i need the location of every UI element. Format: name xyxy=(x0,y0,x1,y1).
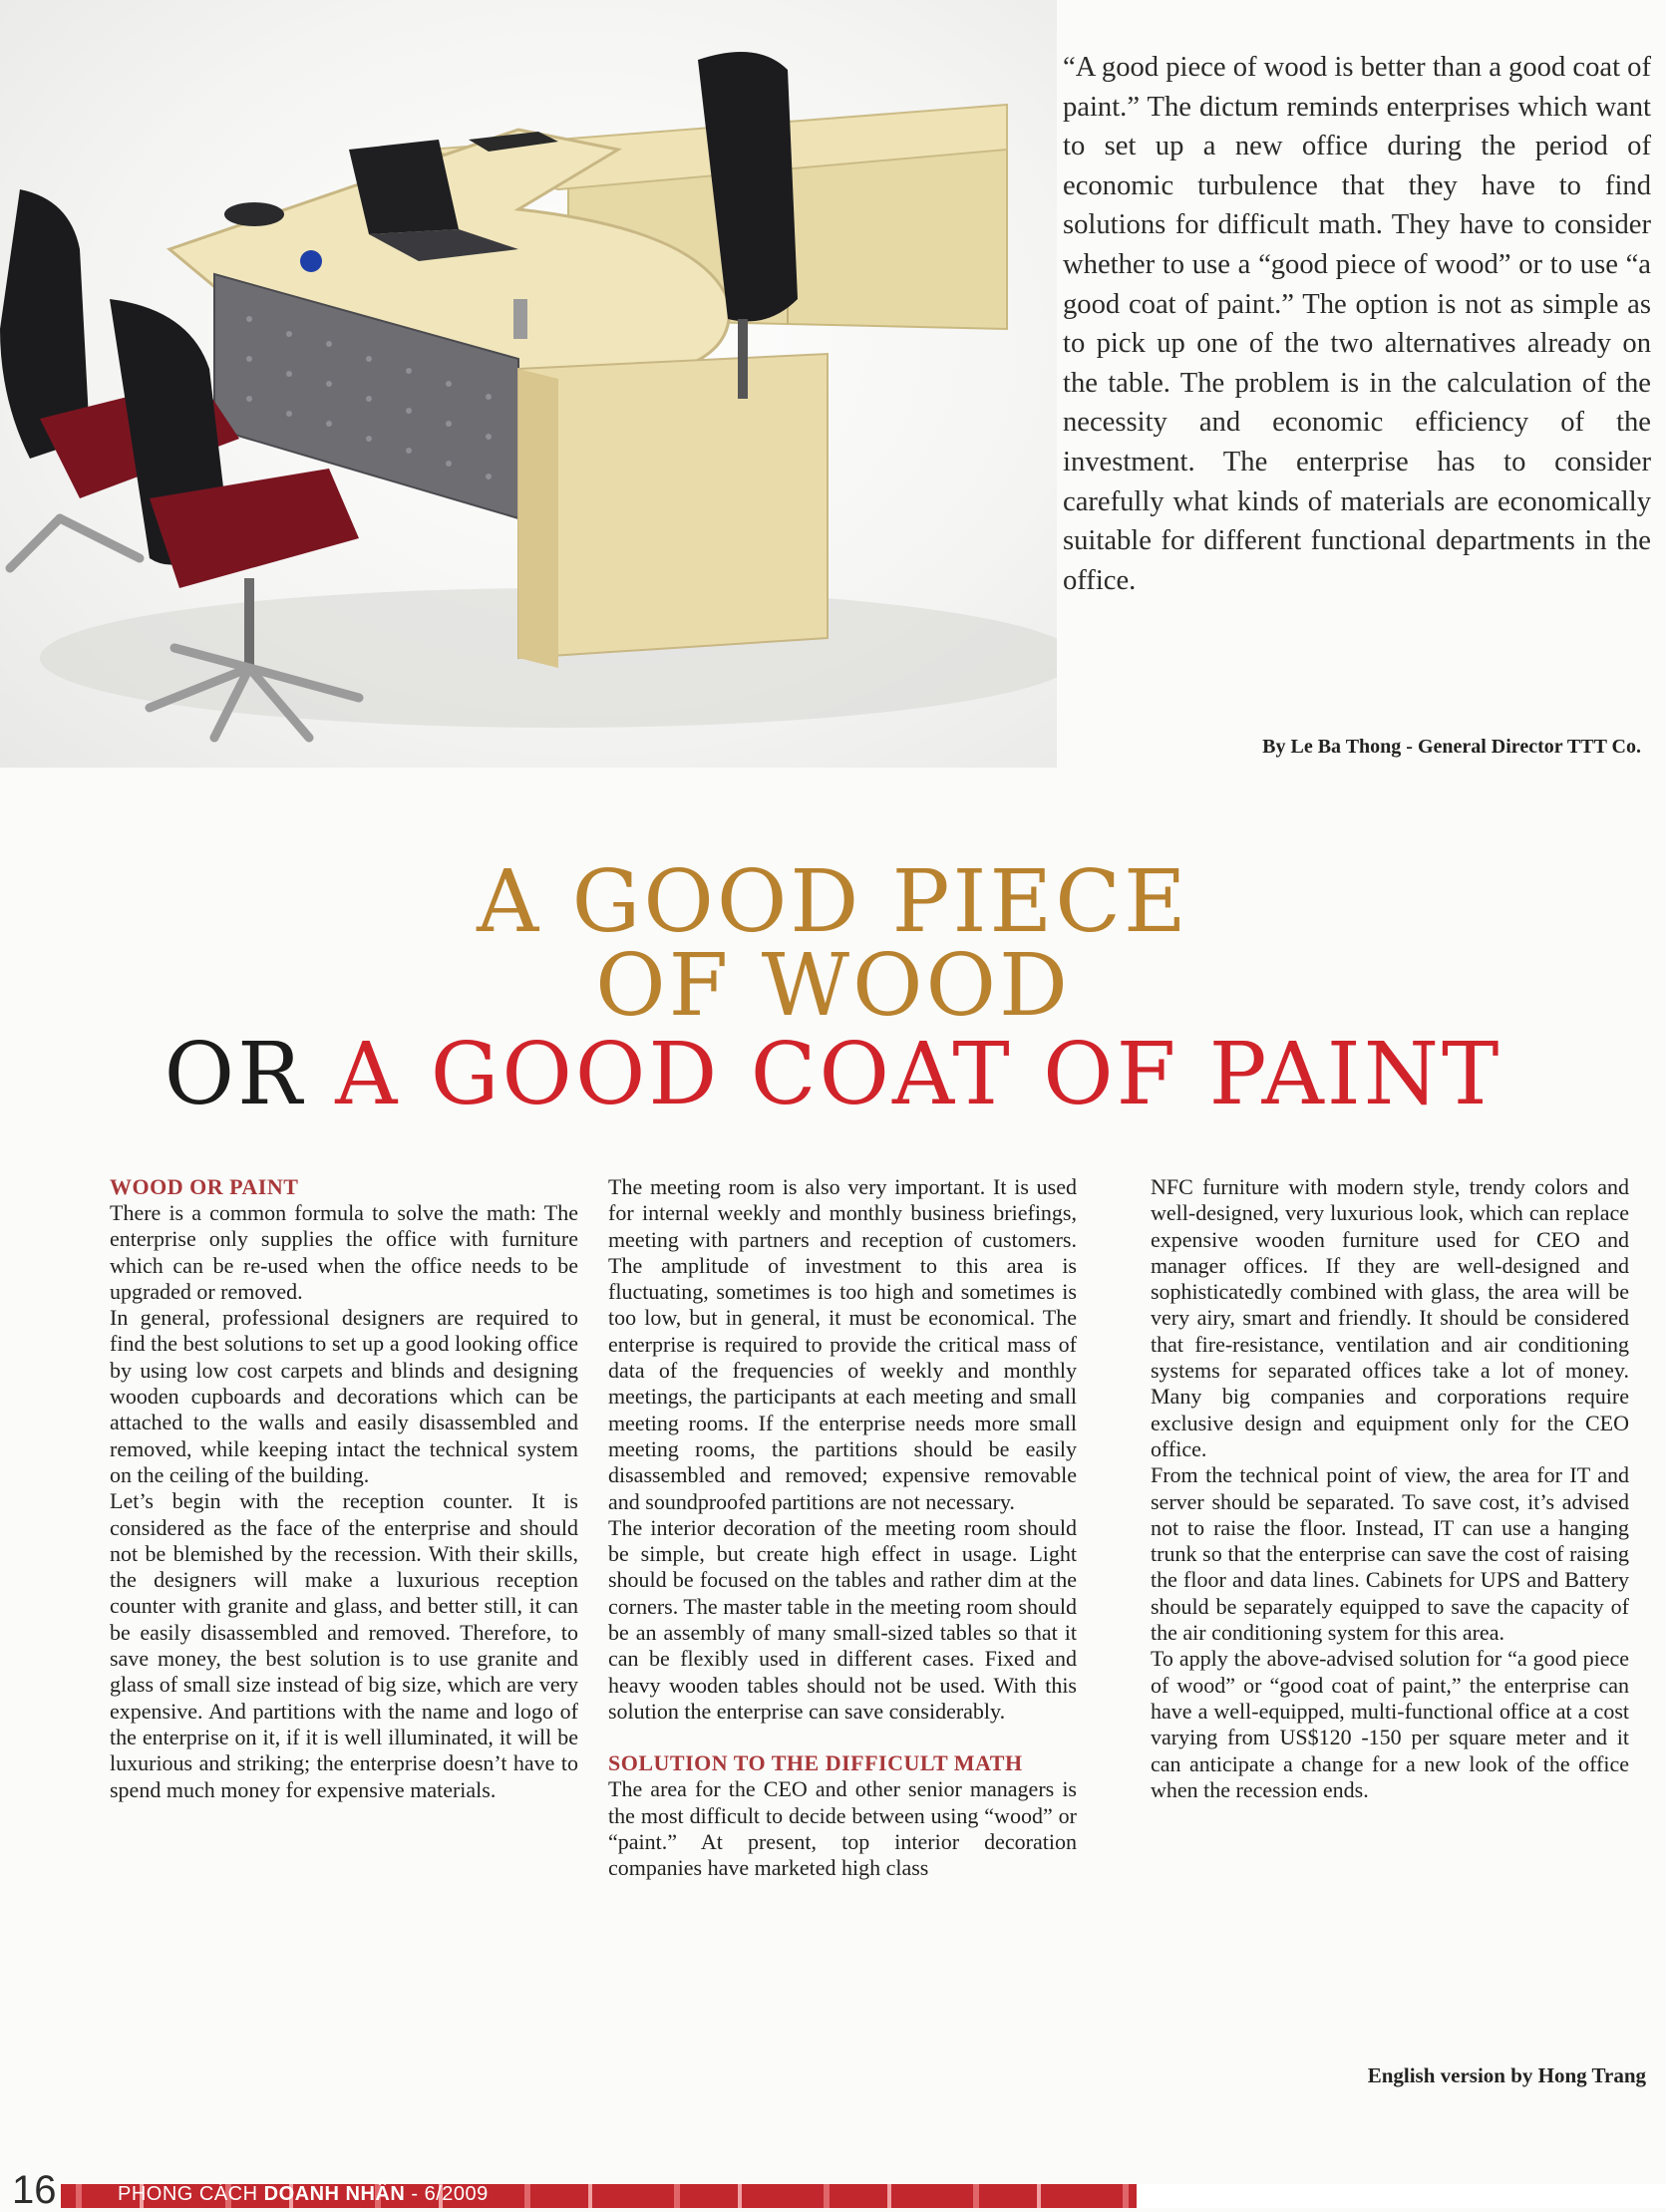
headline-line-2: OF WOOD xyxy=(595,936,1071,1036)
intro-paragraph xyxy=(1063,48,1651,600)
intro-text: “A good piece of wood is better than a good coat of paint.” The dictum reminds enterprises which want to set up a new office during the period of economic turbulence that they have to find solutions for difficult math. They have to consider whether to use a “good piece of wood” or to use “a good coat of paint.” The option is not as simple as to pick up one of the two alternatives already on the table. The problem is in the calculation of the necessity and economic efficiency of the investment. The enterprise has to consider carefully what kinds of materials are economically suitable for different functional departments in the office. xyxy=(1063,52,1651,596)
headline-paint: A GOOD COAT OF PAINT xyxy=(335,1025,1502,1124)
magazine-issue: - 6/2009 xyxy=(411,2183,489,2205)
col1-paragraph-2: In general, professional designers are required to find the best solutions to set up a good looking office by using low cost carpets and blinds and designing wooden cupboards and decorations which can be attached to the walls and easily disassembled and removed, while keeping intact the technical system on the ceiling of the building. xyxy=(110,1305,578,1487)
col2-paragraph-1: The meeting room is also very important. It is used for internal weekly and monthly business briefings, meeting with partners and reception of customers. The amplitude of investment to this area is fluctuating, sometimes is too high and sometimes is too low, but in general, it must be economical. The enterprise is required to provide the critical mass of data of the frequencies of weekly and monthly meetings, the participants at each meeting and small meeting rooms. If the enterprise needs more small meeting rooms, the partitions should be easily disassembled and removed; expensive removable and soundproofed partitions are not necessary. xyxy=(608,1174,1077,1514)
translation-credit: English version by Hong Trang xyxy=(1367,2063,1646,2087)
headline-line-3 xyxy=(0,1025,1666,1124)
col2-paragraph-2: The interior decoration of the meeting room should be simple, but create high effect in usage. Light should be focused on the tables and rather dim at the corners. The master table in the meeting room should be an assembly of many small-sized tables so that it can be flexibly used in different cases. Fixed and heavy wooden tables should not be used. With this solution the enterprise can save considerably. xyxy=(608,1514,1077,1724)
subhead-wood-or-paint: WOOD OR PAINT xyxy=(110,1174,299,1199)
magazine-name xyxy=(118,2183,489,2206)
page-number: 16 xyxy=(8,2171,61,2209)
col3-paragraph-2: From the technical point of view, the area for IT and server should be separated. To save cost, it’s advised not to raise the floor. Instead, IT can use a hanging trunk so that the enterprise can save the cost of raising the floor and data lines. Cabinets for UPS and Battery should be separately equipped to save the capacity of the air conditioning system for this area. xyxy=(1151,1462,1629,1646)
article-column-1 xyxy=(110,1174,578,1803)
headline-line-1: A GOOD PIECE xyxy=(477,852,1189,952)
headline-or: OR xyxy=(164,1025,305,1124)
article-column-2 xyxy=(608,1174,1077,1881)
article-column-3 xyxy=(1151,1174,1629,1803)
office-furniture-photo xyxy=(0,0,1057,768)
col1-paragraph-1: There is a common formula to solve the math: The enterprise only supplies the office with furniture which can be re-used when the office needs to be upgraded or removed. xyxy=(110,1200,578,1304)
magazine-title: DOANH NHÂN xyxy=(263,2183,406,2205)
magazine-prefix: PHONG CÁCH xyxy=(118,2183,258,2205)
footer-blank-band xyxy=(1137,2184,1666,2208)
subhead-solution: SOLUTION TO THE DIFFICULT MATH xyxy=(608,1750,1023,1776)
col2-paragraph-3: The area for the CEO and other senior managers is the most difficult to decide between using “wood” or “paint.” At present, top interior decoration companies have marketed high class xyxy=(608,1776,1077,1881)
col3-paragraph-1: NFC furniture with modern style, trendy colors and well-designed, very luxurious look, which can replace expensive wooden furniture used for CEO and manager offices. If they are well-designed and sophisticatedly combined with glass, the area will be very airy, smart and friendly. It should be considered that fire-resistance, ventilation and air conditioning systems for separated offices take a lot of money. Many big companies and corporations require exclusive design and equipment only for the CEO office. xyxy=(1151,1174,1629,1461)
col1-paragraph-3: Let’s begin with the reception counter. It is considered as the face of the enterprise and should not be blemished by the recession. With their skills, the designers will make a luxurious reception counter with granite and glass, and better still, it can be easily disassembled and removed. Therefore, to save money, the best solution is to use granite and glass of small size instead of big size, which are very expensive. And partitions with the name and logo of the enterprise on it, if it is well illuminated, it will be luxurious and striking; the enterprise doesn’t have to spend much money for expensive materials. xyxy=(110,1488,578,1802)
author-byline: By Le Ba Thong - General Director TTT Co. xyxy=(1262,736,1641,758)
col3-paragraph-3: To apply the above-advised solution for “a good piece of wood” or “good coat of paint,” the enterprise can have a well-equipped, multi-functional office at a cost varying from US$120 -150 per square meter and it can anticipate a change for a new look of the office when the recession ends. xyxy=(1151,1646,1629,1802)
